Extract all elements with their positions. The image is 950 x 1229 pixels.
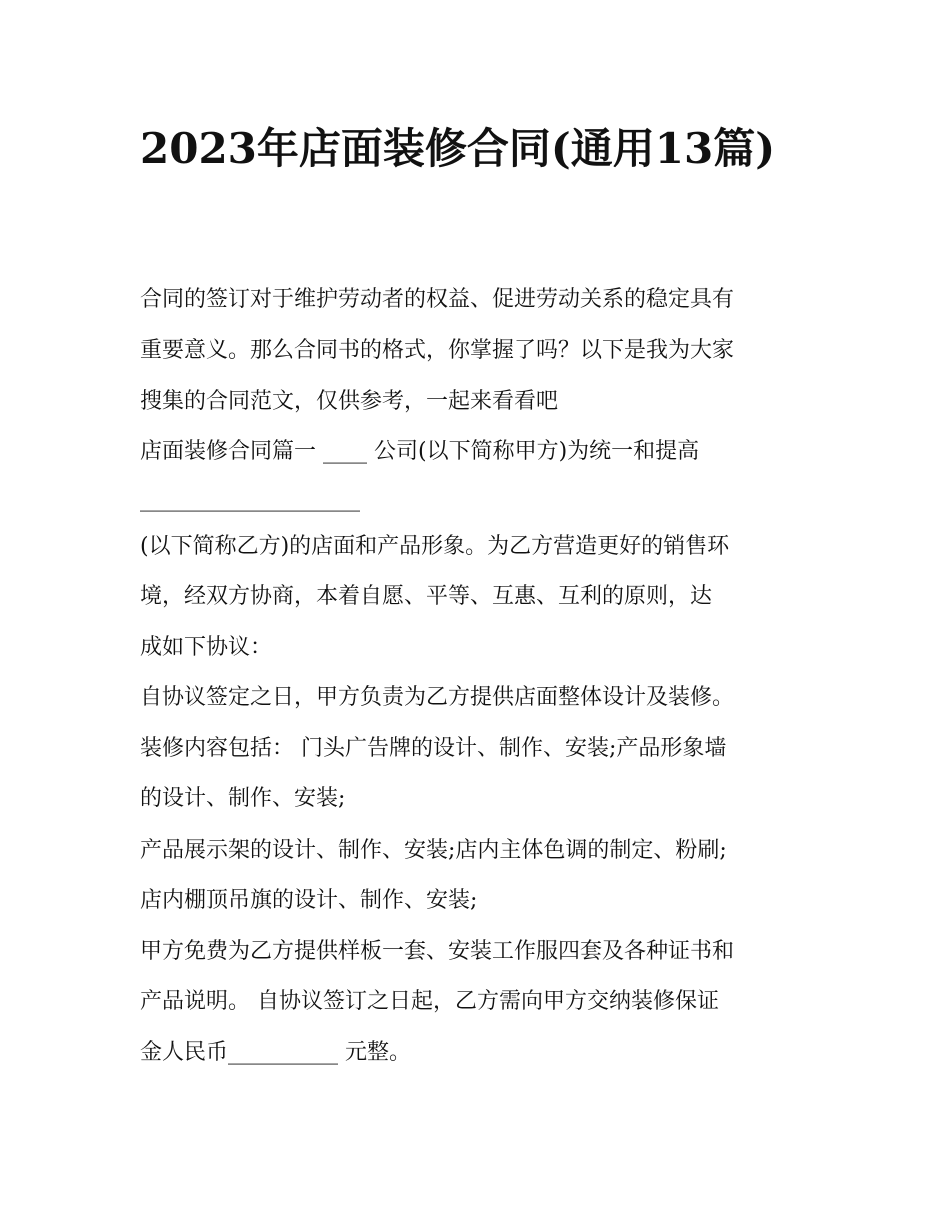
paragraph-line: 重要意义。那么合同书的格式，你掌握了吗？以下是我为大家 xyxy=(140,338,735,363)
paragraph-line: 产品说明。 自协议签订之日起，乙方需向甲方交纳装修保证 xyxy=(140,989,719,1014)
paragraph-line: 境，经双方协商，本着自愿、平等、互惠、互利的原则，达 xyxy=(140,584,713,609)
paragraph-line: 自协议签定之日，甲方负责为乙方提供店面整体设计及装修。 xyxy=(140,685,735,710)
paragraph-line: 金人民币__________ 元整。 xyxy=(140,1040,411,1065)
paragraph-line: 装修内容包括： 门头广告牌的设计、制作、安装;产品形象墙 xyxy=(140,736,727,761)
paragraph-line: 产品展示架的设计、制作、安装;店内主体色调的制定、粉刷; xyxy=(140,838,727,863)
paragraph-line: (以下简称乙方)的店面和产品形象。为乙方营造更好的销售环 xyxy=(140,534,730,559)
document-title: 2023年店面装修合同(通用13篇) xyxy=(140,124,776,173)
paragraph-line: 搜集的合同范文，仅供参考，一起来看看吧 xyxy=(140,389,559,414)
paragraph-line: 店内棚顶吊旗的设计、制作、安装; xyxy=(140,888,478,913)
paragraph-line: 的设计、制作、安装; xyxy=(140,786,346,811)
paragraph-line: 店面装修合同篇一 ____ 公司(以下简称甲方)为统一和提高 xyxy=(140,439,700,464)
paragraph-line: 成如下协议： xyxy=(140,635,273,660)
paragraph-line: 合同的签订对于维护劳动者的权益、促进劳动关系的稳定具有 xyxy=(140,287,735,312)
blank-fill-line: ____________________ xyxy=(140,487,360,512)
paragraph-line: 甲方免费为乙方提供样板一套、安装工作服四套及各种证书和 xyxy=(140,939,735,964)
